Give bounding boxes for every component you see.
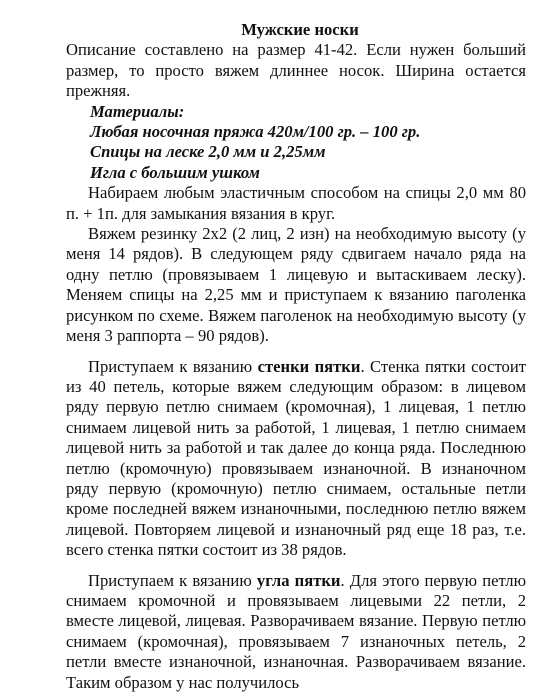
heel-wall-term: стенки пятки <box>257 356 361 376</box>
materials-yarn: Любая носочная пряжа 420м/100 гр. – 100 гр. <box>90 122 421 142</box>
heel-turn-text: . Для этого первую петлю снимаем кромочной и провязываем лицевыми 22 петли, 2 вместе лицевой, лицевая. Разворачиваем вязание. Первую петлю снимаем (кромочная), провязываем 7 изнаночных петель, 2 петли вместе изнаночной, изнаночная. Разворачиваем вязание. Таким образом у нас получилось <box>66 570 526 692</box>
intro-paragraph: Описание составлено на размер 41-42. Если нужен больший размер, то просто вяжем длиннее носок. Ширина остается прежняя. <box>66 40 526 101</box>
document-title: Мужские носки <box>241 20 359 39</box>
document-page <box>66 4 526 693</box>
heel-turn-term: угла пятки <box>256 570 341 590</box>
materials-heading: Материалы: <box>90 101 185 121</box>
heel-wall-paragraph <box>66 357 526 561</box>
heel-wall-lead: Приступаем к вязанию <box>88 356 258 376</box>
heel-turn-lead: Приступаем к вязанию <box>88 570 257 590</box>
heel-wall-text: . Стенка пятки состоит из 40 петель, которые вяжем следующим образом: в лицевом ряду первую петлю снимаем (кромочная), 1 лицевая, 1 петлю снимаем лицевой нить за работой, 1 лицевая, 1 петлю снимаем лицевой нить за работой и так далее до конца ряда. Последнюю петлю (кромочную) провязываем изнаночной. В изнаночном ряду первую (кромочную) петлю снимаем, остальные петли кроме последней вяжем изнаночными, последнюю петлю вяжем лицевой. Повторяем лицевой и изнаночный ряд еще 18 раз, т.е. всего стенка пятки состоит из 38 рядов. <box>66 356 526 560</box>
heel-turn-paragraph <box>66 571 526 693</box>
rib-paragraph: Вяжем резинку 2х2 (2 лиц, 2 изн) на необходимую высоту (у меня 14 рядов). В следующем ряду сдвигаем начало ряда на одну петлю (провязываем 1 лицевую и вытаскиваем леску). Меняем спицы на 2,25 мм и приступаем к вязанию паголенка рисунком по схеме. Вяжем паголенок на необходимую высоту (у меня 3 раппорта – 90 рядов). <box>66 224 526 346</box>
cast-on-paragraph: Набираем любым эластичным способом на спицы 2,0 мм 80 п. + 1п. для замыкания вязания в круг. <box>66 183 526 223</box>
materials-needle: Игла с большим ушком <box>90 162 260 182</box>
materials-needles: Спицы на леске 2,0 мм и 2,25мм <box>90 142 326 162</box>
